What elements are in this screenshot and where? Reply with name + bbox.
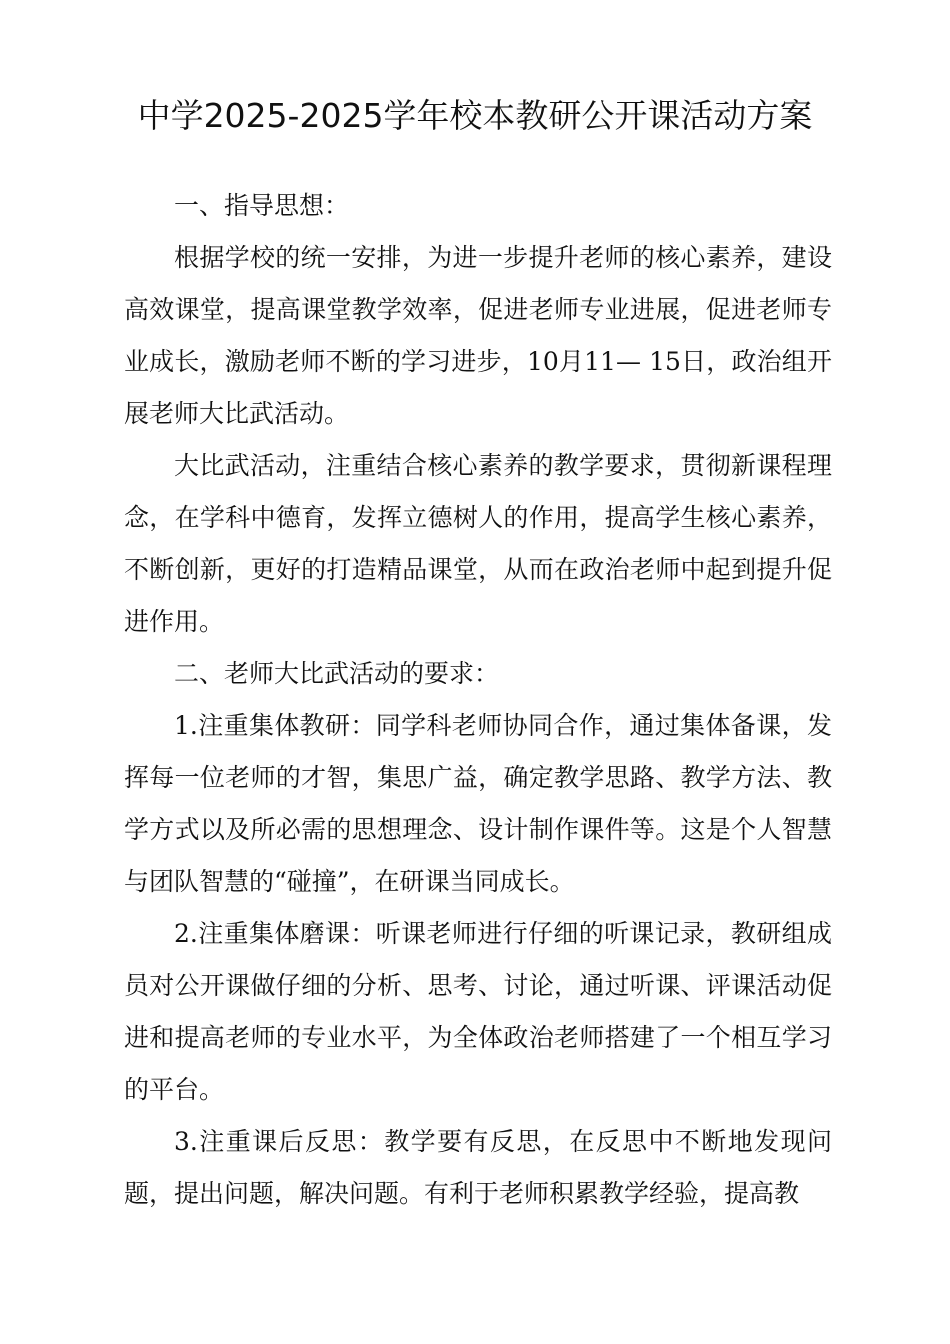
section-heading-guiding-ideology: 一、指导思想：	[174, 191, 350, 220]
document-body	[124, 180, 832, 1220]
section-heading-requirements: 二、老师大比武活动的要求：	[174, 659, 500, 688]
paragraph: 根据学校的统一安排，为进一步提升老师的核心素养，建设高效课堂，提高课堂教学效率，促进老师专业进展，促进老师专业成长，激励老师不断的学习进步，10月11— 15日，政治组开展老师大比武活动。	[124, 243, 832, 428]
list-item: 3.注重课后反思：教学要有反思，在反思中不断地发现问题，提出问题，解决问题。有利于老师积累教学经验，提高教	[124, 1127, 832, 1208]
document-title: 中学2025-2025学年校本教研公开课活动方案	[137, 96, 813, 135]
paragraph: 大比武活动，注重结合核心素养的教学要求，贯彻新课程理念，在学科中德育，发挥立德树人的作用，提高学生核心素养，不断创新，更好的打造精品课堂，从而在政治老师中起到提升促进作用。	[124, 451, 832, 636]
list-item: 2.注重集体磨课：听课老师进行仔细的听课记录，教研组成员对公开课做仔细的分析、思考、讨论，通过听课、评课活动促进和提高老师的专业水平，为全体政治老师搭建了一个相互学习的平台。	[124, 919, 832, 1104]
list-item: 1.注重集体教研：同学科老师协同合作，通过集体备课，发挥每一位老师的才智，集思广益，确定教学思路、教学方法、教学方式以及所必需的思想理念、设计制作课件等。这是个人智慧与团队智慧的“碰撞”，在研课当同成长。	[124, 711, 832, 896]
